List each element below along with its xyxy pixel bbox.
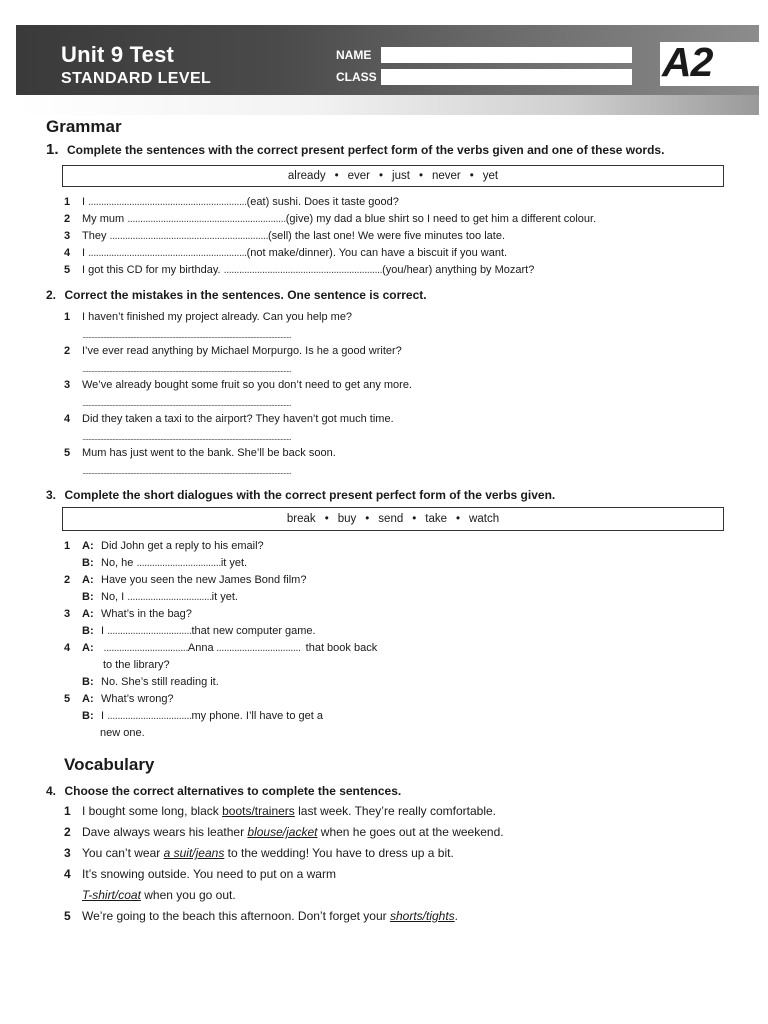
answer-blank[interactable]: .............................................................. [223,264,383,276]
q3-dialogue-a [64,539,264,553]
answer-line[interactable]: ........................................................................................................................................... [82,364,291,374]
q1-word: just [392,170,410,182]
q1-word: yet [482,170,499,182]
dialogue-text: that book back [305,642,378,654]
q3-word: buy [337,513,357,525]
q3-word: take [425,513,448,525]
answer-blank[interactable]: ................................. [213,642,306,654]
speaker-b-label: B: [82,676,94,688]
q1-item [64,229,505,243]
item-number: 1 [64,196,71,208]
answer-blank[interactable]: ................................. [136,557,221,569]
q4-item [64,866,336,882]
speaker-a-label: A: [82,608,94,620]
q1-instruction: Complete the sentences with the correct present perfect form of the verbs given and one of these words. [66,143,665,157]
item-text: I [82,196,89,208]
item-text: to the wedding! You have to dress up a bit. [224,846,454,860]
alternatives-choice[interactable]: a suit/jeans [163,846,225,860]
test-subtitle: STANDARD LEVEL [61,70,212,87]
answer-blank[interactable]: ................................. [107,710,192,722]
q3-instruction: Complete the short dialogues with the correct present perfect form of the verbs given. [64,488,556,502]
item-number: 5 [64,264,71,276]
item-number: 5 [64,909,71,923]
q3-dialogue-b [82,624,316,638]
q2-instruction-row [46,286,427,304]
q1-word: already [287,170,326,182]
item-number: 1 [64,540,71,552]
item-text: when you go out. [140,888,236,902]
item-number: 1 [64,804,71,818]
q2-item [64,446,336,460]
item-number: 5 [64,693,71,705]
speaker-b-label: B: [82,625,94,637]
item-text: You can’t wear [82,846,164,860]
item-number: 2 [64,213,71,225]
dialogue-text: Did John get a reply to his email? [101,540,264,552]
speaker-a-label: A: [82,642,94,654]
q3-dialogue-a [64,641,377,655]
item-text: I [82,247,89,259]
vocabulary-heading: Vocabulary [64,755,155,774]
q2-item [64,378,412,392]
answer-line[interactable]: ........................................................................................................................................... [82,432,291,442]
name-label: NAME [336,48,372,62]
answer-blank[interactable]: ................................. [107,625,192,637]
speaker-a-label: A: [82,693,94,705]
item-number: 3 [64,230,71,242]
q4-item-cont [82,887,236,903]
item-text: We’re going to the beach this afternoon. Don’t forget your [82,909,390,923]
alternatives-choice[interactable]: T-shirt/coat [82,888,141,902]
q3-dialogue-a [64,692,174,706]
q4-item [64,908,458,924]
q4-item [64,845,454,861]
q4-item [64,824,504,840]
item-text: last week. They’re really comfortable. [294,804,496,818]
level-text: A2 [662,39,713,85]
item-text: (eat) sushi. Does it taste good? [246,196,399,208]
answer-line[interactable]: ........................................................................................................................................... [82,330,291,340]
dialogue-text: Anna [187,642,214,654]
q2-instruction: Correct the mistakes in the sentences. One sentence is correct. [64,288,427,302]
item-number: 2 [64,574,71,586]
item-number: 2 [64,825,71,839]
item-text: It’s snowing outside. You need to put on a warm [82,867,336,881]
q1-item [64,212,596,226]
test-title: Unit 9 Test [61,42,175,67]
item-number: 3 [64,379,71,391]
speaker-b-label: B: [82,557,94,569]
q4-number: 4. [46,784,57,798]
answer-blank[interactable]: .............................................................. [127,213,286,225]
q2-item [64,412,394,426]
q3-dialogue-a-cont: to the library? [103,659,170,671]
dialogue-text: my phone. I’ll have to get a [191,710,323,722]
item-text: I’ve ever read anything by Michael Morpurgo. Is he a good writer? [82,345,402,357]
q1-word: ever [347,170,370,182]
grammar-heading: Grammar [46,117,122,136]
q3-word: send [378,513,404,525]
item-number: 2 [64,345,71,357]
dialogue-text: I [101,710,108,722]
q1-word: never [431,170,461,182]
dialogue-text: No, I [101,591,128,603]
dialogue-text: Have you seen the new James Bond film? [101,574,307,586]
header-shadow [16,95,759,115]
speaker-a-label: A: [82,574,94,586]
item-text: I got this CD for my birthday. [82,264,224,276]
q3-dialogue-a [64,607,192,621]
q1-item [64,246,507,260]
item-number: 3 [64,608,71,620]
q1-word-box: already • ever • just • never • yet [62,165,724,187]
answer-blank[interactable]: .............................................................. [88,247,247,259]
alternatives-choice[interactable]: shorts/tights [389,909,455,923]
q2-item [64,310,352,324]
q4-instruction: Choose the correct alternatives to complete the sentences. [64,784,402,798]
q3-instruction-row [46,486,555,504]
item-number: 3 [64,846,71,860]
item-number: 5 [64,447,71,459]
name-field[interactable] [381,47,632,63]
answer-blank[interactable]: ................................. [101,642,188,654]
answer-blank[interactable]: .............................................................. [88,196,247,208]
item-text: Dave always wears his leather [82,825,248,839]
item-text: I bought some long, black [82,804,223,818]
dialogue-text: I [101,625,108,637]
dialogue-text: it yet. [211,591,238,603]
dialogue-text: it yet. [220,557,248,569]
q2-item [64,344,402,358]
q1-item [64,195,399,209]
class-field[interactable] [381,69,632,85]
q3-dialogue-b [82,590,238,604]
q2-number: 2. [46,288,57,302]
answer-blank[interactable]: .............................................................. [109,230,268,242]
q3-word: break [286,513,316,525]
item-number: 1 [64,311,71,323]
item-text: . [454,909,459,923]
item-text: when he goes out at the weekend. [317,825,504,839]
item-text: (give) my dad a blue shirt so I need to get him a different colour. [285,213,597,225]
speaker-a-label: A: [82,540,94,552]
item-text: (not make/dinner). You can have a biscuit if you want. [246,247,508,259]
item-number: 4 [64,642,71,654]
class-label: CLASS [336,70,377,84]
speaker-b-label: B: [82,591,94,603]
item-text: I haven’t finished my project already. Can you help me? [82,311,353,323]
dialogue-text: No. She’s still reading it. [101,676,219,688]
q3-number: 3. [46,488,57,502]
q3-dialogue-b-cont: new one. [100,727,145,739]
speaker-b-label: B: [82,710,94,722]
answer-blank[interactable]: ................................. [127,591,212,603]
q4-item [64,803,496,819]
dialogue-text: that new computer game. [191,625,316,637]
q1-instruction-row [46,141,664,159]
item-text: (sell) the last one! We were five minutes too late. [268,230,506,242]
q3-dialogue-a [64,573,306,587]
dialogue-text: What’s wrong? [101,693,174,705]
q1-item [64,263,534,277]
q3-dialogue-b [82,675,219,689]
dialogue-text: What’s in the bag? [101,608,192,620]
item-number: 4 [64,867,71,881]
item-text: They [82,230,110,242]
answer-line[interactable]: ........................................................................................................................................... [82,398,291,408]
item-text: We’ve already bought some fruit so you don’t need to get any more. [82,379,412,391]
q1-number: 1. [46,141,59,158]
q4-instruction-row [46,782,401,800]
item-text: Did they taken a taxi to the airport? They haven’t got much time. [82,413,394,425]
alternatives-choice[interactable]: blouse/jacket [247,825,318,839]
q3-word-box: break • buy • send • take • watch [62,507,724,531]
q3-word: watch [469,513,500,525]
answer-line[interactable]: ........................................................................................................................................... [82,466,291,476]
alternatives-choice[interactable]: boots/trainers [222,804,295,818]
q3-dialogue-b [82,709,323,723]
item-number: 4 [64,413,71,425]
q3-dialogue-b [82,556,247,570]
item-number: 4 [64,247,71,259]
item-text: My mum [82,213,128,225]
item-text: (you/hear) anything by Mozart? [382,264,535,276]
dialogue-text: No, he [101,557,137,569]
item-text: Mum has just went to the bank. She’ll be back soon. [82,447,336,459]
